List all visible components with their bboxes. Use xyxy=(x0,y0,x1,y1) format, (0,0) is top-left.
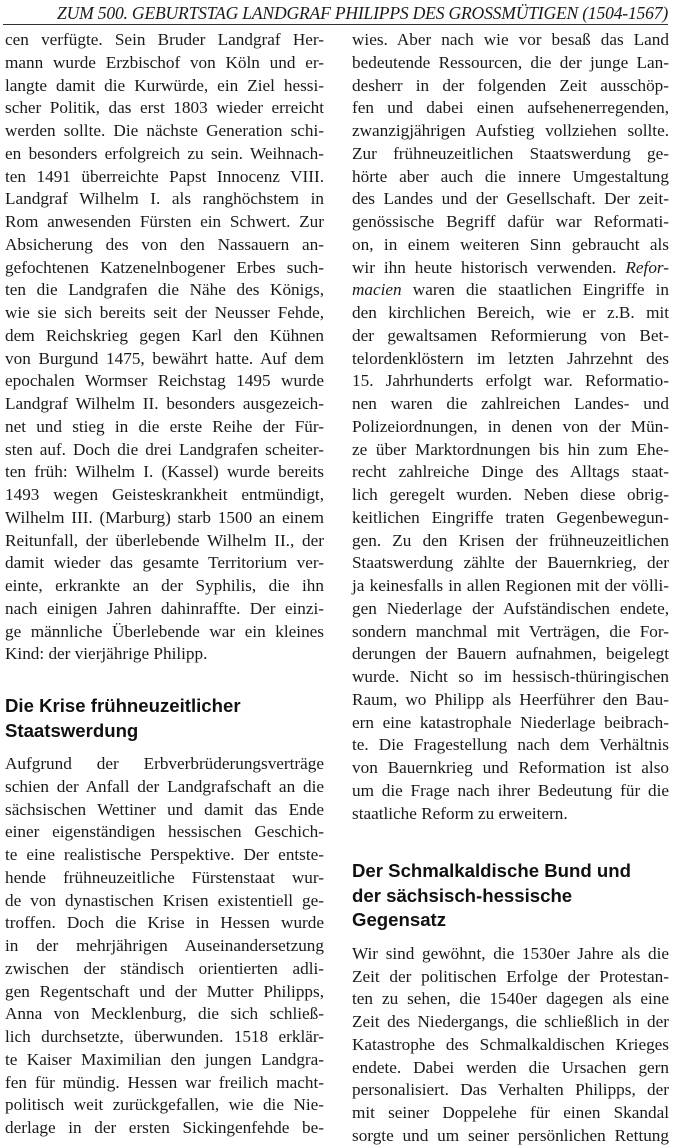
text-line: on, in einem weiteren Sinn gebraucht als xyxy=(352,234,669,254)
text-line: gen Regentschaft und der Mutter Philipps, xyxy=(5,981,324,1001)
italic-term: Refor- xyxy=(625,257,669,277)
text-line: einer eigenständigen hessischen Geschich- xyxy=(5,822,324,842)
text-line: bedeutende Ressourcen, die der junge Lan- xyxy=(352,52,669,72)
text-line: en besonders erfolgreich zu sein. Weihnach- xyxy=(5,143,324,163)
text-line: wies. Aber nach wie vor besaß das Land xyxy=(352,30,669,49)
text-line: den kirchlichen Bereich, wie er z.B. mit xyxy=(352,303,669,322)
text-line: derlage in der ersten Sickingenfehde be- xyxy=(5,1118,324,1137)
paragraph xyxy=(352,943,669,1148)
text-line: Absicherung des von den Nassauern an- xyxy=(5,234,324,254)
text-line: te Kaiser Maximilian den jungen Landgra- xyxy=(5,1049,324,1069)
text-line: staatliche Reform zu erweitern. xyxy=(352,803,568,823)
text-line: ten die Landgrafen die Nähe des Königs, xyxy=(5,280,324,300)
text-line: ge männliche Überlebende war ein kleines xyxy=(5,621,324,641)
text-line: 15. Jahrhunderts erfolgt war. Reformatio- xyxy=(352,371,669,391)
text-line: de von dynastischen Krisen existentiell ge- xyxy=(5,890,324,910)
text-line: sächsischen Wettiner und damit das Ende xyxy=(5,799,324,819)
text-line: sondern manchmal mit Verträgen, die For- xyxy=(352,621,669,641)
text-line: Reitunfall, der überlebende Wilhelm II., der xyxy=(5,530,324,550)
paragraph xyxy=(5,29,324,666)
text-line: lich geregelt wurden. Neben diese obrig- xyxy=(352,485,669,504)
text-line: ja keinesfalls in allen Regionen mit der völli- xyxy=(352,576,669,595)
text-line: cen verfügte. Sein Bruder Landgraf Her- xyxy=(5,30,324,49)
text-line: hörte aber auch die innere Umgestaltung xyxy=(352,166,669,186)
text-line: telordenklöstern im letzten Jahrzehnt des xyxy=(352,348,669,368)
right-column xyxy=(352,29,669,1148)
text-line: recht zahlreiche Dinge des Alltags staat- xyxy=(352,462,669,482)
section-heading-krise xyxy=(5,694,324,743)
text-line: politisch weit zurückgefallen, wie die Nie- xyxy=(5,1095,324,1115)
text-line: Zeit der politischen Erfolge der Protestan- xyxy=(352,966,669,986)
heading-line: Der Schmalkaldische Bund und xyxy=(352,860,631,882)
text-line: desherr in der folgenden Zeit ausschöp- xyxy=(352,75,669,95)
text-line: wurde. Nicht so im hessisch-thüringischen xyxy=(352,667,669,686)
text-line: troffen. Doch die Krise in Hessen wurde xyxy=(5,913,324,933)
text-line: gen. Zu den Krisen der frühneuzeitlichen xyxy=(352,530,669,550)
text-line: endete. Dabei werden die Ursachen gern xyxy=(352,1057,669,1077)
text-line: mit seiner Doppelehe für einen Skandal xyxy=(352,1103,669,1122)
text-line: von Burgund 1475, bewährt hatte. Auf dem xyxy=(5,348,324,368)
text-line: Katastrophe des Schmalkaldischen Krieges xyxy=(352,1034,669,1054)
text-line: dem Reichskrieg gegen Karl den Kühnen xyxy=(5,325,324,345)
text-line: sten auf. Doch die drei Landgrafen scheiter- xyxy=(5,439,324,459)
text-line: ten früh: Wilhelm I. (Kassel) wurde bereits xyxy=(5,462,324,482)
text-line: Staatswerdung zählte der Bauernkrieg, der xyxy=(352,553,669,573)
italic-term: macien xyxy=(352,280,402,300)
text-line: te. Die Fragestellung nach dem Verhältnis xyxy=(352,735,669,755)
text-line: in der mehrjährigen Auseinandersetzung xyxy=(5,936,324,955)
text-line: von Bauernkrieg und Reformation ist also xyxy=(352,758,669,777)
text-line: des Landes und der Gesellschaft. Der zeit- xyxy=(352,189,669,209)
paragraph xyxy=(352,29,669,825)
heading-line: Staatswerdung xyxy=(5,719,139,741)
text-line: Anna von Mecklenburg, die sich schließ- xyxy=(5,1004,324,1024)
text-line: um die Frage nach ihrer Bedeutung für die xyxy=(352,780,669,800)
text-line: ten zu sehen, die 1540er dagegen als eine xyxy=(352,989,669,1009)
text-line: 1493 wegen Geisteskrankheit entmündigt, xyxy=(5,485,324,504)
text-line: Polizeiordnungen, in denen von der Mün- xyxy=(352,416,669,436)
text-span: waren die staatlichen Eingriffe in xyxy=(401,280,669,300)
text-line: Zeit des Niedergangs, die schließlich in der xyxy=(352,1012,669,1031)
paragraph xyxy=(5,753,324,1140)
text-line: Zur frühneuzeitlichen Staatswerdung ge- xyxy=(352,143,669,163)
text-span: wir ihn heute historisch verwenden. xyxy=(352,257,626,277)
text-line: epochalen Wormser Reichstag 1495 wurde xyxy=(5,371,324,391)
text-line: lich durchsetzte, überwunden. 1518 erklär- xyxy=(5,1027,324,1046)
text-line: einte, erkrankte an der Syphilis, die ihn xyxy=(5,576,324,595)
text-line: nen waren die zahlreichen Landes- und xyxy=(352,394,669,413)
text-line: Rom anwesenden Fürsten ein Schwert. Zur xyxy=(5,212,324,231)
text-line: fen für mündig. Hessen war freilich macht- xyxy=(5,1072,324,1092)
text-line: Landgraf Wilhelm I. als ranghöchstem in xyxy=(5,189,324,209)
text-line: scher Politik, das erst 1803 wieder erreicht xyxy=(5,98,324,118)
text-line: der gewaltsamen Reformierung von Bet- xyxy=(352,325,669,345)
header-rule xyxy=(3,24,668,25)
text-line: ze über Marktordnungen bis hin zum Ehe- xyxy=(352,439,669,459)
text-line: gen Niederlage der Aufständischen endete, xyxy=(352,598,669,618)
text-line: nach einigen Jahren dahinraffte. Der einzi- xyxy=(5,598,324,618)
text-line xyxy=(352,279,669,302)
text-line: hende frühneuzeitliche Fürstenstaat wur- xyxy=(5,867,324,887)
text-line: ten 1491 überreichte Papst Innocenz VIII. xyxy=(5,166,324,186)
text-line: schien der Anfall der Landgrafschaft an die xyxy=(5,776,324,796)
text-line: Wilhelm III. (Marburg) starb 1500 an einem xyxy=(5,507,324,527)
text-line: fen und dabei einen aufsehenerregenden, xyxy=(352,98,669,118)
text-line: wie sie sich bereits seit der Neusser Fehde, xyxy=(5,303,324,322)
text-line: sorgte und um seiner persönlichen Rettung xyxy=(352,1125,669,1145)
text-line: personalisiert. Das Verhalten Philipps, der xyxy=(352,1080,669,1100)
text-line: keitlichen Eingriffe traten Gegenbewegun- xyxy=(352,507,669,527)
text-line: genössische Begriff dafür war Reformati- xyxy=(352,212,669,231)
text-line: Raum, wo Philipp als Heerführer den Bau- xyxy=(352,689,669,709)
running-head: ZUM 500. GEBURTSTAG LANDGRAF PHILIPPS DES GROSSMÜTIGEN (1504-1567) xyxy=(57,3,668,23)
text-line: zwischen der ständisch orientierten adli- xyxy=(5,958,324,978)
heading-line: Die Krise frühneuzeitlicher xyxy=(5,695,241,716)
text-line: mann wurde Erzbischof von Köln und er- xyxy=(5,52,324,72)
text-line: damit wieder das gesamte Territorium ver- xyxy=(5,553,324,573)
text-line: Landgraf Wilhelm II. besonders ausgezeich- xyxy=(5,394,324,413)
text-line: te eine realistische Perspektive. Der entste- xyxy=(5,845,324,864)
text-line: zwanzigjährigen Aufstieg vollziehen sollte. xyxy=(352,121,669,140)
text-line: Kind: der vierjährige Philipp. xyxy=(5,644,208,664)
section-heading-schmalkaldischer-bund xyxy=(352,859,669,933)
heading-line: Gegensatz xyxy=(352,909,447,931)
heading-line: der sächsisch-hessische xyxy=(352,884,573,906)
left-column xyxy=(5,29,324,1140)
text-line: Aufgrund der Erbverbrüderungsverträge xyxy=(5,754,324,773)
text-line: net und stieg in die erste Reihe der Für- xyxy=(5,416,324,436)
text-line: langte damit die Kurwürde, ein Ziel hessi- xyxy=(5,75,324,95)
text-line: gefochtenen Katzenelnbogener Erbes such- xyxy=(5,257,324,277)
text-line xyxy=(352,257,669,280)
text-line: Wir sind gewöhnt, die 1530er Jahre als die xyxy=(352,943,669,963)
text-line: derungen der Bauern aufnahmen, beigelegt xyxy=(352,644,669,664)
text-line: ern eine katastrophale Niederlage beibrach- xyxy=(352,712,669,732)
text-line: werden sollte. Die nächste Generation schi- xyxy=(5,121,324,140)
